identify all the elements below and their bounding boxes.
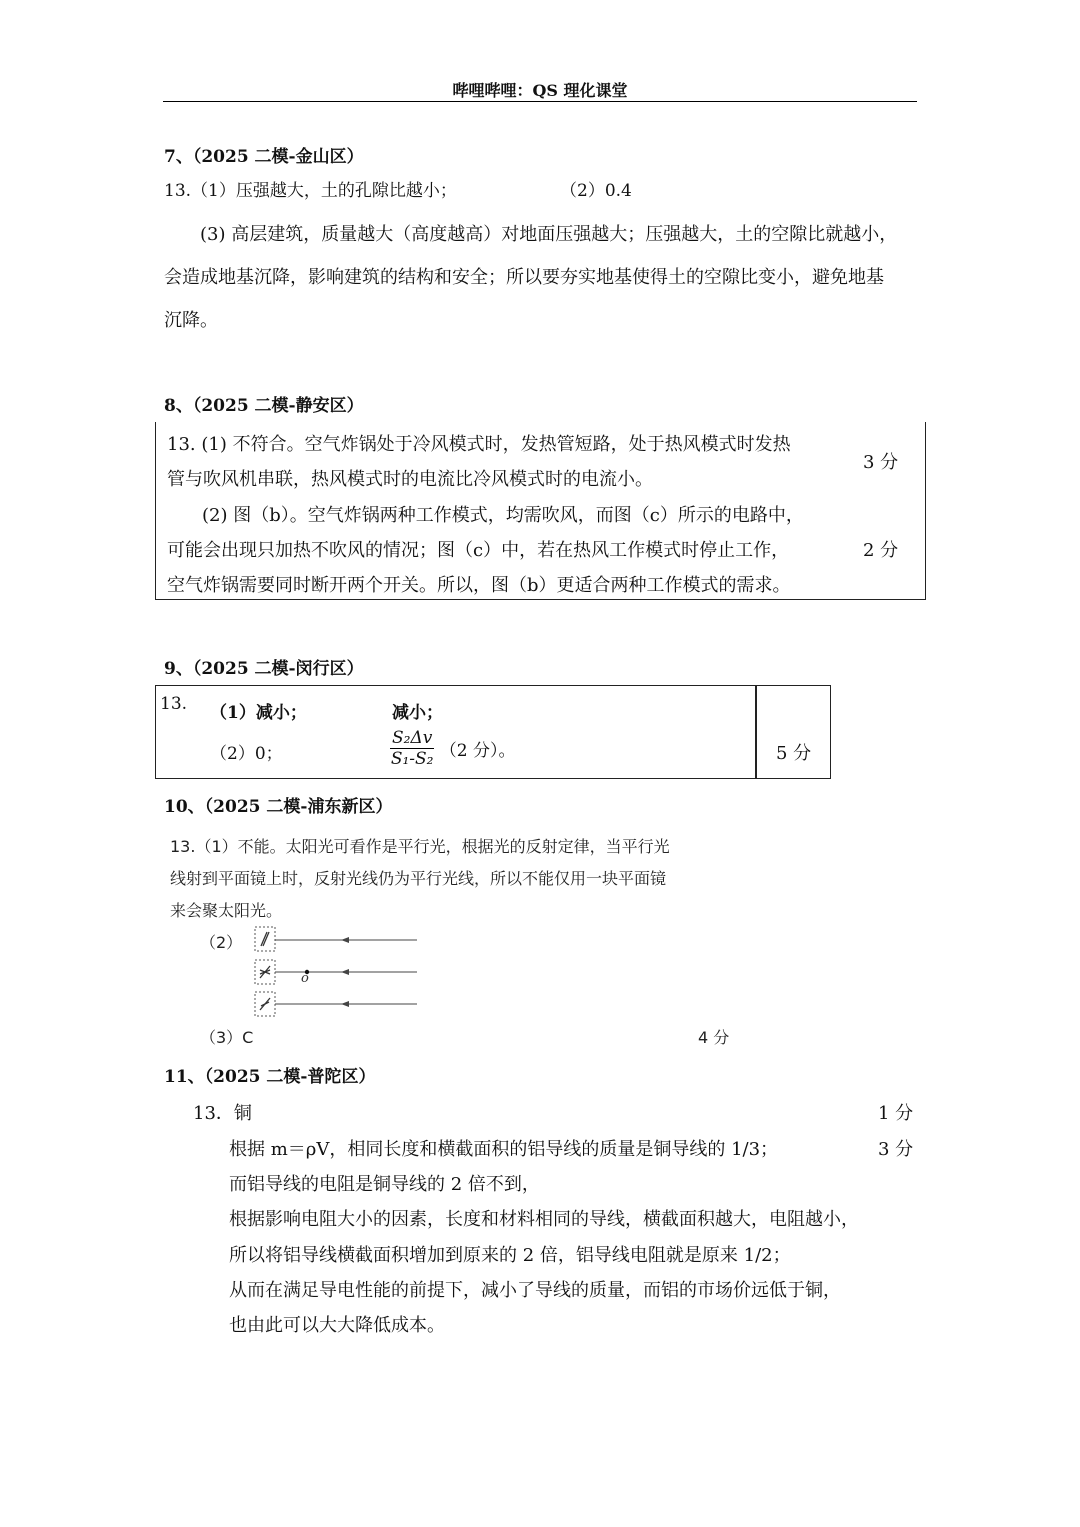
s9-score: 5 分 <box>776 743 812 764</box>
s10-line-2: 线射到平面镜上时，反射光线仍为平行光线，所以不能仅用一块平面镜 <box>170 869 667 888</box>
s9-answer-1b: 减小； <box>392 703 443 723</box>
s11-line-1: 根据 m＝ρV，相同长度和横截面积的铝导线的质量是铜导线的 1/3； <box>229 1139 779 1160</box>
s9-answer-2-suffix: （2 分）。 <box>439 741 516 761</box>
s10-mirror-diagram <box>245 922 425 1022</box>
mirror-box-top <box>255 927 275 951</box>
section-7-title: 7、（2025 二模-金山区） <box>164 147 364 167</box>
s9-table-divider <box>755 686 757 779</box>
s8-line-2: 管与吹风机串联，热风模式时的电流比冷风模式时的电流小。 <box>167 469 653 490</box>
section-9-title: 9、（2025 二模-闵行区） <box>164 659 364 679</box>
s8-score-1: 3 分 <box>863 452 899 473</box>
section-11-title: 11、（2025 二模-普陀区） <box>164 1067 376 1087</box>
s10-line-1: 13.（1）不能。太阳光可看作是平行光，根据光的反射定律，当平行光 <box>170 837 670 856</box>
s10-focal-label: o <box>301 971 309 986</box>
s9-fraction-numerator: S₂Δv <box>392 728 433 748</box>
s10-part-3: （3）C <box>200 1028 254 1047</box>
s9-answer-2: （2）0； <box>210 744 283 764</box>
section-10-title: 10、（2025 二模-浦东新区） <box>164 797 393 817</box>
s11-score-2: 3 分 <box>878 1139 914 1160</box>
section-8-title: 8、（2025 二模-静安区） <box>164 396 364 416</box>
s11-line-4: 所以将铝导线横截面积增加到原来的 2 倍，铝导线电阻就是原来 1/2； <box>229 1245 791 1266</box>
header-rule <box>163 101 917 102</box>
s8-line-1: 13. (1) 不符合。空气炸锅处于冷风模式时，发热管短路，处于热风模式时发热 <box>167 434 791 455</box>
s10-part-2-label: （2） <box>200 933 243 952</box>
s9-fraction <box>390 728 515 769</box>
s7-para-line-3: 沉降。 <box>164 310 218 331</box>
s10-line-3: 来会聚太阳光。 <box>170 901 283 920</box>
s7-answer-2: （2）0.4 <box>560 181 632 201</box>
s9-fraction-denominator: S₁-S₂ <box>390 749 434 769</box>
s9-answer-1: （1）减小； <box>210 703 307 723</box>
s8-line-4: 可能会出现只加热不吹风的情况；图（c）中，若在热风工作模式时停止工作， <box>167 540 790 561</box>
s11-line-6: 也由此可以大大降低成本。 <box>229 1315 445 1336</box>
page-header-title: 哔哩哔哩：QS 理化课堂 <box>452 81 628 100</box>
s7-para-line-2: 会造成地基沉降，影响建筑的结构和安全；所以要夯实地基使得土的空隙比变小，避免地基 <box>164 267 884 288</box>
s11-line-3: 根据影响电阻大小的因素，长度和材料相同的导线，横截面积越大，电阻越小， <box>229 1209 859 1230</box>
s7-para-line-1: (3) 高层建筑，质量越大（高度越高）对地面压强越大；压强越大，土的空隙比就越小， <box>200 224 898 245</box>
s11-line-2: 而铝导线的电阻是铜导线的 2 倍不到， <box>229 1174 540 1195</box>
s11-question: 13．铜 <box>193 1103 252 1124</box>
s11-score-1: 1 分 <box>878 1103 914 1124</box>
s8-score-2: 2 分 <box>863 540 899 561</box>
s9-number: 13. <box>160 694 188 714</box>
s11-line-5: 从而在满足导电性能的前提下，减小了导线的质量，而铝的市场价远低于铜， <box>229 1280 841 1301</box>
s10-score: 4 分 <box>698 1028 730 1047</box>
s8-line-3: (2) 图（b）。空气炸锅两种工作模式，均需吹风，而图（c）所示的电路中， <box>202 505 804 526</box>
s7-answer-1: 13.（1）压强越大，土的孔隙比越小； <box>164 181 457 201</box>
s8-line-5: 空气炸锅需要同时断开两个开关。所以，图（b）更适合两种工作模式的需求。 <box>167 575 791 596</box>
